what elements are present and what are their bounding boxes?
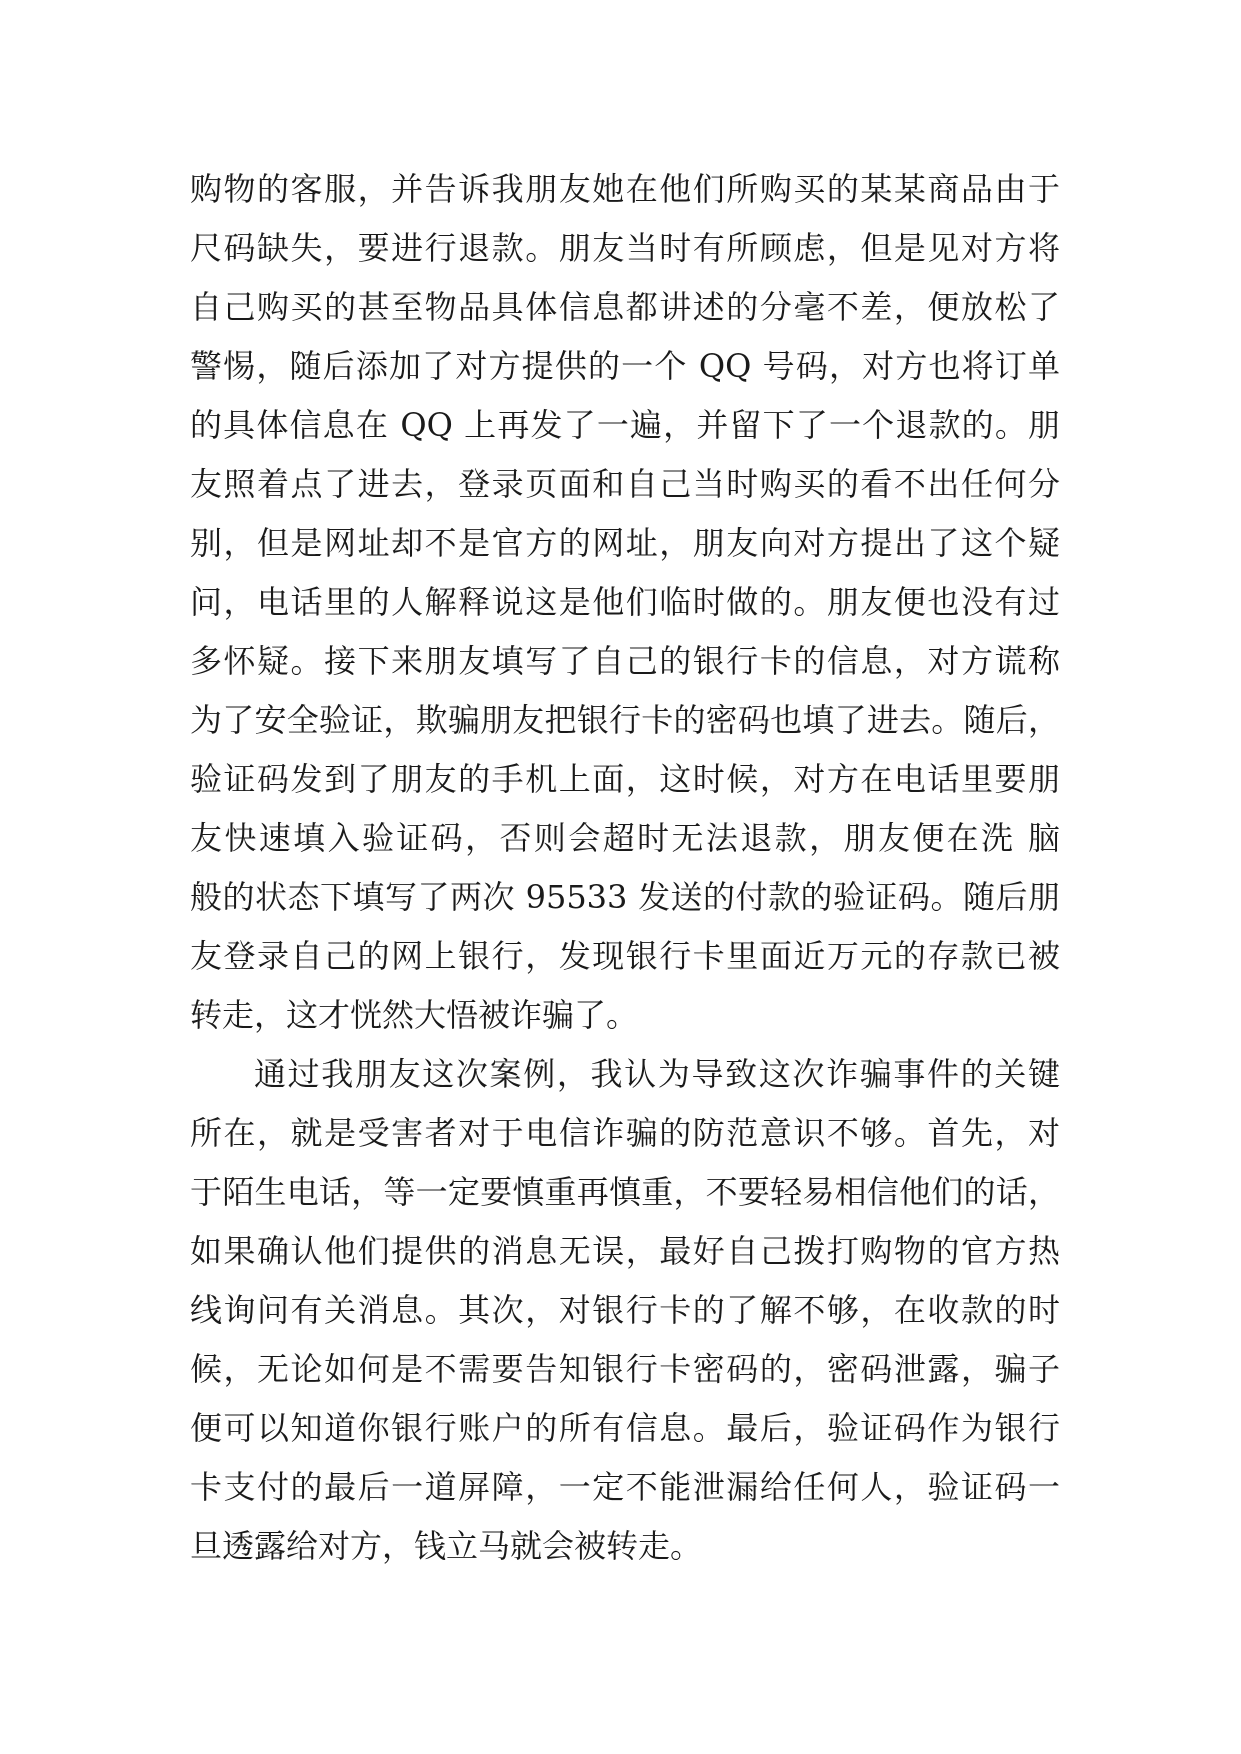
text-line: 旦透露给对方，钱立马就会被转走。 <box>190 1527 703 1565</box>
text-line: 的具体信息在 QQ 上再发了一遍，并留下了一个退款的。朋 <box>190 406 1060 444</box>
text-line: 候，无论如何是不需要告知银行卡密码的，密码泄露，骗子 <box>190 1350 1060 1388</box>
text-line: 别，但是网址却不是官方的网址，朋友向对方提出了这个疑 <box>190 524 1060 562</box>
text-line: 自己购买的甚至物品具体信息都讲述的分毫不差，便放松了 <box>190 288 1060 326</box>
text-line: 购物的客服，并告诉我朋友她在他们所购买的某某商品由于 <box>190 170 1060 208</box>
text-line: 友快速填入验证码，否则会超时无法退款，朋友便在洗 脑 <box>190 819 1060 857</box>
text-line: 验证码发到了朋友的手机上面，这时候，对方在电话里要朋 <box>190 760 1060 798</box>
text-line: 所在，就是受害者对于电信诈骗的防范意识不够。首先，对 <box>190 1114 1060 1152</box>
text-line: 如果确认他们提供的消息无误，最好自己拨打购物的官方热 <box>190 1232 1060 1270</box>
text-line: 尺码缺失，要进行退款。朋友当时有所顾虑，但是见对方将 <box>190 229 1060 267</box>
text-line: 友登录自己的网上银行，发现银行卡里面近万元的存款已被 <box>190 937 1060 975</box>
text-line: 于陌生电话，等一定要慎重再慎重，不要轻易相信他们的话， <box>190 1173 1060 1211</box>
paragraph-2 <box>190 1045 1060 1576</box>
text-line: 为了安全验证，欺骗朋友把银行卡的密码也填了进去。随后， <box>190 701 1060 739</box>
text-line: 问，电话里的人解释说这是他们临时做的。朋友便也没有过 <box>190 583 1060 621</box>
text-line: 通过我朋友这次案例，我认为导致这次诈骗事件的关键 <box>254 1055 1060 1093</box>
text-line: 线询问有关消息。其次，对银行卡的了解不够，在收款的时 <box>190 1291 1060 1329</box>
text-line: 警惕，随后添加了对方提供的一个 QQ 号码，对方也将订单 <box>190 347 1060 385</box>
text-line: 转走，这才恍然大悟被诈骗了。 <box>190 996 639 1034</box>
text-line: 多怀疑。接下来朋友填写了自己的银行卡的信息，对方谎称 <box>190 642 1060 680</box>
text-line: 友照着点了进去，登录页面和自己当时购买的看不出任何分 <box>190 465 1060 503</box>
text-line: 卡支付的最后一道屏障，一定不能泄漏给任何人，验证码一 <box>190 1468 1060 1506</box>
document-body <box>190 160 1060 1576</box>
paragraph-1 <box>190 160 1060 1045</box>
text-line: 便可以知道你银行账户的所有信息。最后，验证码作为银行 <box>190 1409 1060 1447</box>
text-line: 般的状态下填写了两次 95533 发送的付款的验证码。随后朋 <box>190 878 1060 916</box>
